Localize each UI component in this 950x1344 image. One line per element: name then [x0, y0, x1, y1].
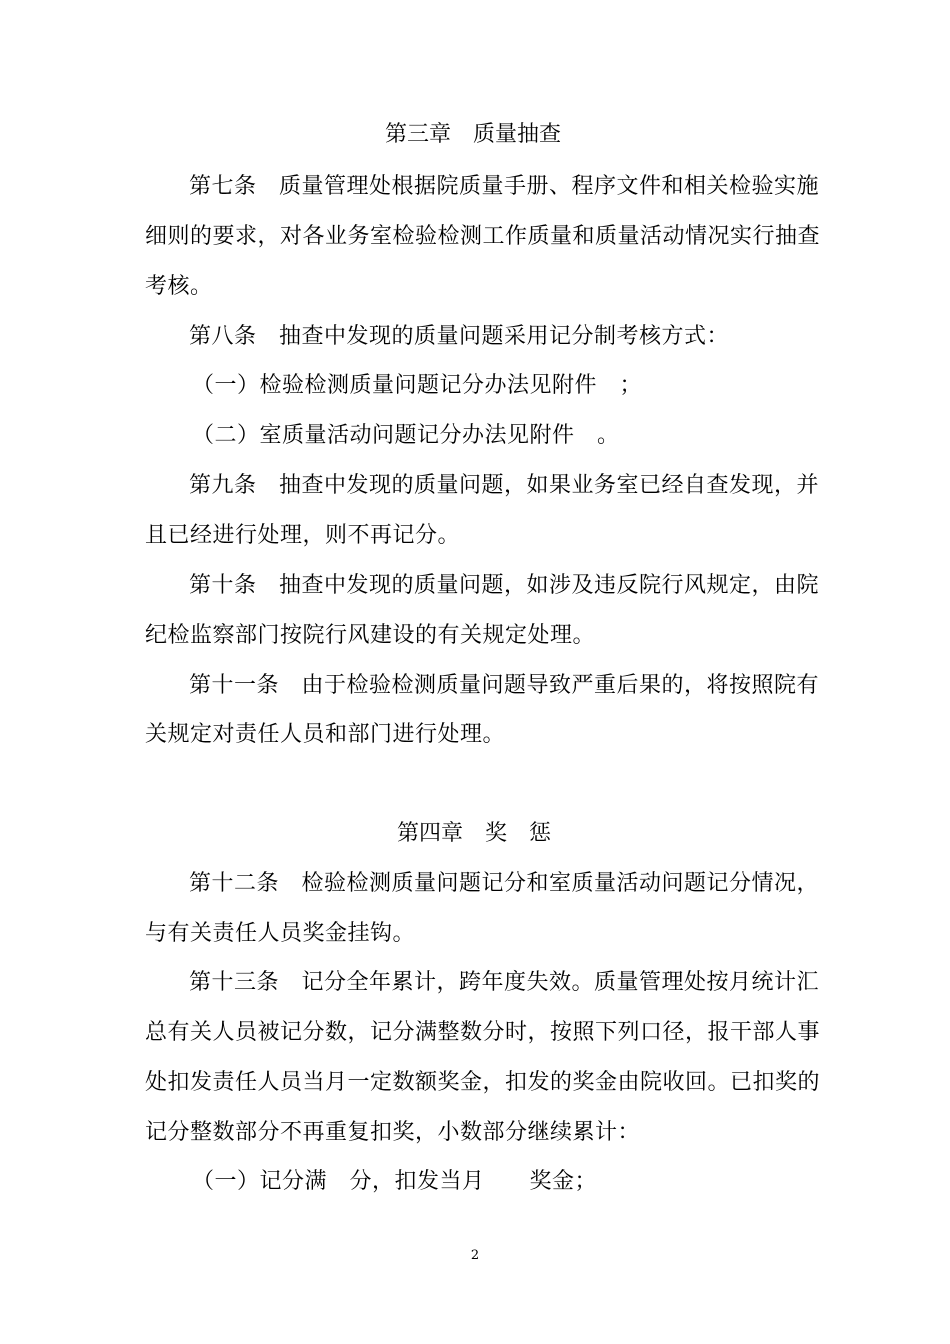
article-11-line-2: 关规定对责任人员和部门进行处理。 [145, 722, 506, 747]
article-12-line-2: 与有关责任人员奖金挂钩。 [145, 921, 416, 946]
article-13-line-1: 第十三条 记分全年累计，跨年度失效。质量管理处按月统计汇 [189, 970, 820, 995]
article-8-line-1: 第八条 抽查中发现的质量问题采用记分制考核方式： [189, 324, 730, 349]
article-7-line-1: 第七条 质量管理处根据院质量手册、程序文件和相关检验实施 [189, 174, 820, 199]
article-13-line-4: 记分整数部分不再重复扣奖，小数部分继续累计： [145, 1120, 641, 1145]
article-10-line-2: 纪检监察部门按院行风建设的有关规定处理。 [145, 623, 596, 648]
article-8-item-2: （二）室质量活动问题记分办法见附件 。 [192, 423, 620, 448]
article-12-line-1: 第十二条 检验检测质量问题记分和室质量活动问题记分情况， [189, 871, 820, 896]
article-7-line-3: 考核。 [145, 274, 213, 299]
article-13-item-1: （一）记分满 分，扣发当月 奖金； [192, 1169, 598, 1194]
article-9-line-2: 且已经进行处理，则不再记分。 [145, 523, 461, 548]
article-10-line-1: 第十条 抽查中发现的质量问题，如涉及违反院行风规定，由院 [189, 573, 820, 598]
article-8-item-1: （一）检验检测质量问题记分办法见附件 ； [192, 373, 643, 398]
chapter-3-heading: 第三章 质量抽查 [385, 122, 562, 147]
article-11-line-1: 第十一条 由于检验检测质量问题导致严重后果的，将按照院有 [189, 673, 820, 698]
article-13-line-2: 总有关人员被记分数，记分满整数分时，按照下列口径，报干部人事 [145, 1020, 821, 1045]
chapter-4-heading: 第四章 奖 惩 [397, 821, 552, 846]
article-7-line-2: 细则的要求，对各业务室检验检测工作质量和质量活动情况实行抽查 [145, 224, 821, 249]
article-13-line-3: 处扣发责任人员当月一定数额奖金，扣发的奖金由院收回。已扣奖的 [145, 1070, 821, 1095]
article-9-line-1: 第九条 抽查中发现的质量问题，如果业务室已经自查发现，并 [189, 473, 820, 498]
page-number: 2 [470, 1248, 480, 1263]
